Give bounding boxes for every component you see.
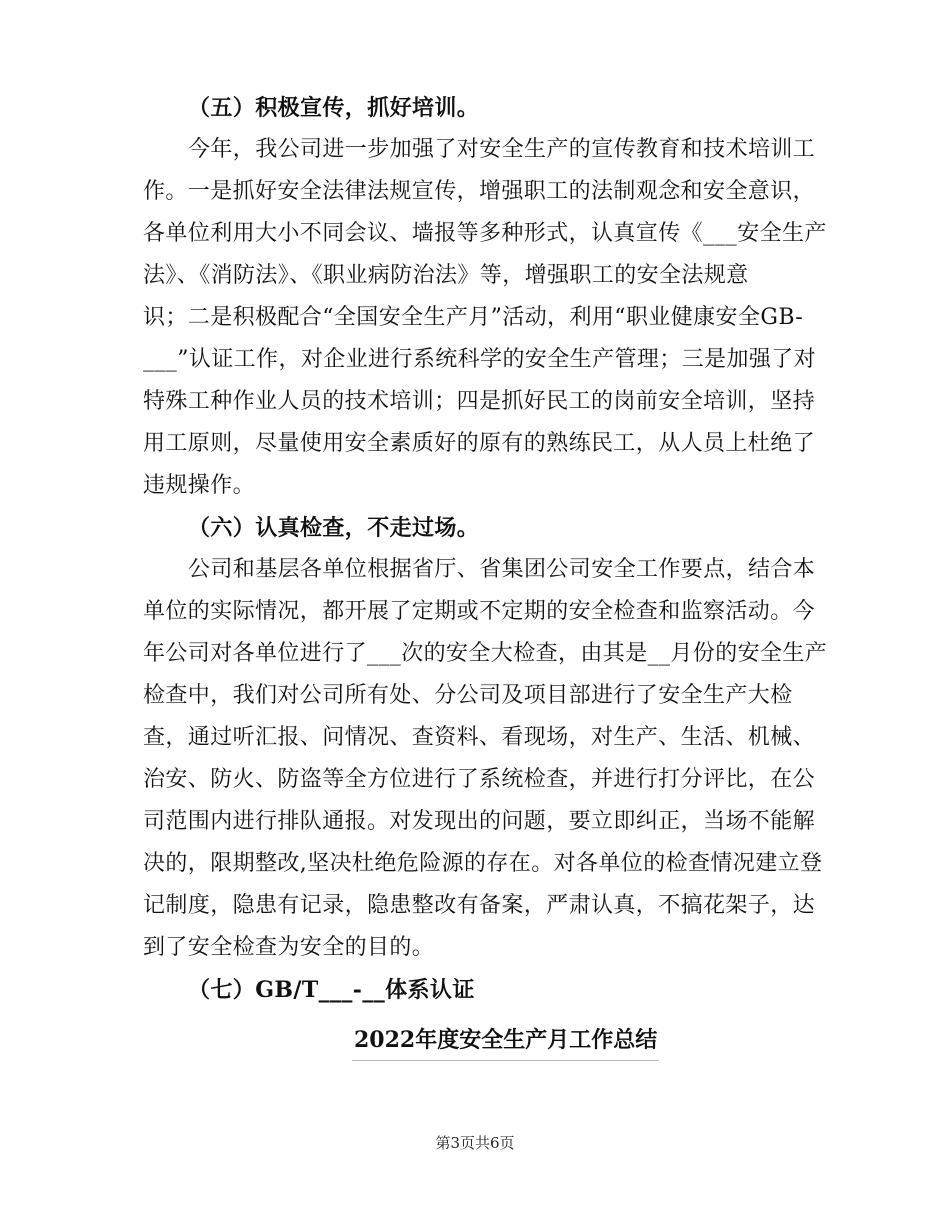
paragraph-line: 记制度，隐患有记录，隐患整改有备案，严肃认真，不搞花架子，达 (143, 893, 816, 918)
paragraph-line: 法》、《消防法》、《职业病防治法》等，增强职工的安全法规意 (143, 263, 749, 288)
paragraph-line: ___”认证工作，对企业进行系统科学的安全生产管理；三是加强了对 (143, 347, 817, 372)
paragraph-line: 特殊工种作业人员的技术培训；四是抓好民工的岗前安全培训，坚持 (143, 389, 816, 414)
paragraph-line: 识；二是积极配合“全国安全生产月”活动，利用“职业健康安全GB- (143, 305, 804, 330)
paragraph-line: 决的，限期整改,坚决杜绝危险源的存在。对各单位的检查情况建立登 (143, 851, 823, 876)
section6-heading: （六）认真检查，不走过场。 (188, 515, 480, 541)
section7-heading: （七）GB/T___-__体系认证 (188, 977, 475, 1003)
paragraph-line: 检查中，我们对公司所有处、分公司及项目部进行了安全生产大检 (143, 683, 793, 708)
paragraph-line: 司范围内进行排队通报。对发现出的问题，要立即纠正，当场不能解 (143, 809, 816, 834)
paragraph-line: 用工原则，尽量使用安全素质好的原有的熟练民工，从人员上杜绝了 (143, 431, 816, 456)
paragraph-line: 单位的实际情况，都开展了定期或不定期的安全检查和监察活动。今 (143, 599, 816, 624)
paragraph-line: 今年，我公司进一步加强了对安全生产的宣传教育和技术培训工 (188, 137, 816, 162)
paragraph-line: 年公司对各单位进行了___次的安全大检查，由其是__月份的安全生产 (143, 641, 828, 666)
paragraph-line: 查，通过听汇报、问情况、查资料、看现场，对生产、生活、机械、 (143, 725, 816, 750)
document-title: 2022年度安全生产月工作总结 (352, 1020, 659, 1061)
paragraph-line: 治安、防火、防盗等全方位进行了系统检查，并进行打分评比，在公 (143, 767, 816, 792)
section5-heading: （五）积极宣传，抓好培训。 (188, 95, 480, 121)
paragraph-line: 各单位利用大小不同会议、墙报等多种形式，认真宣传《___安全生产 (143, 221, 827, 246)
paragraph-line: 作。一是抓好安全法律法规宣传，增强职工的法制观念和安全意识， (143, 179, 816, 204)
paragraph-line: 公司和基层各单位根据省厅、省集团公司安全工作要点，结合本 (188, 557, 816, 582)
paragraph-line: 违规操作。 (143, 473, 256, 498)
page-number-footer: 第3页共6页 (435, 1134, 515, 1152)
paragraph-line: 到了安全检查为安全的目的。 (143, 935, 435, 960)
